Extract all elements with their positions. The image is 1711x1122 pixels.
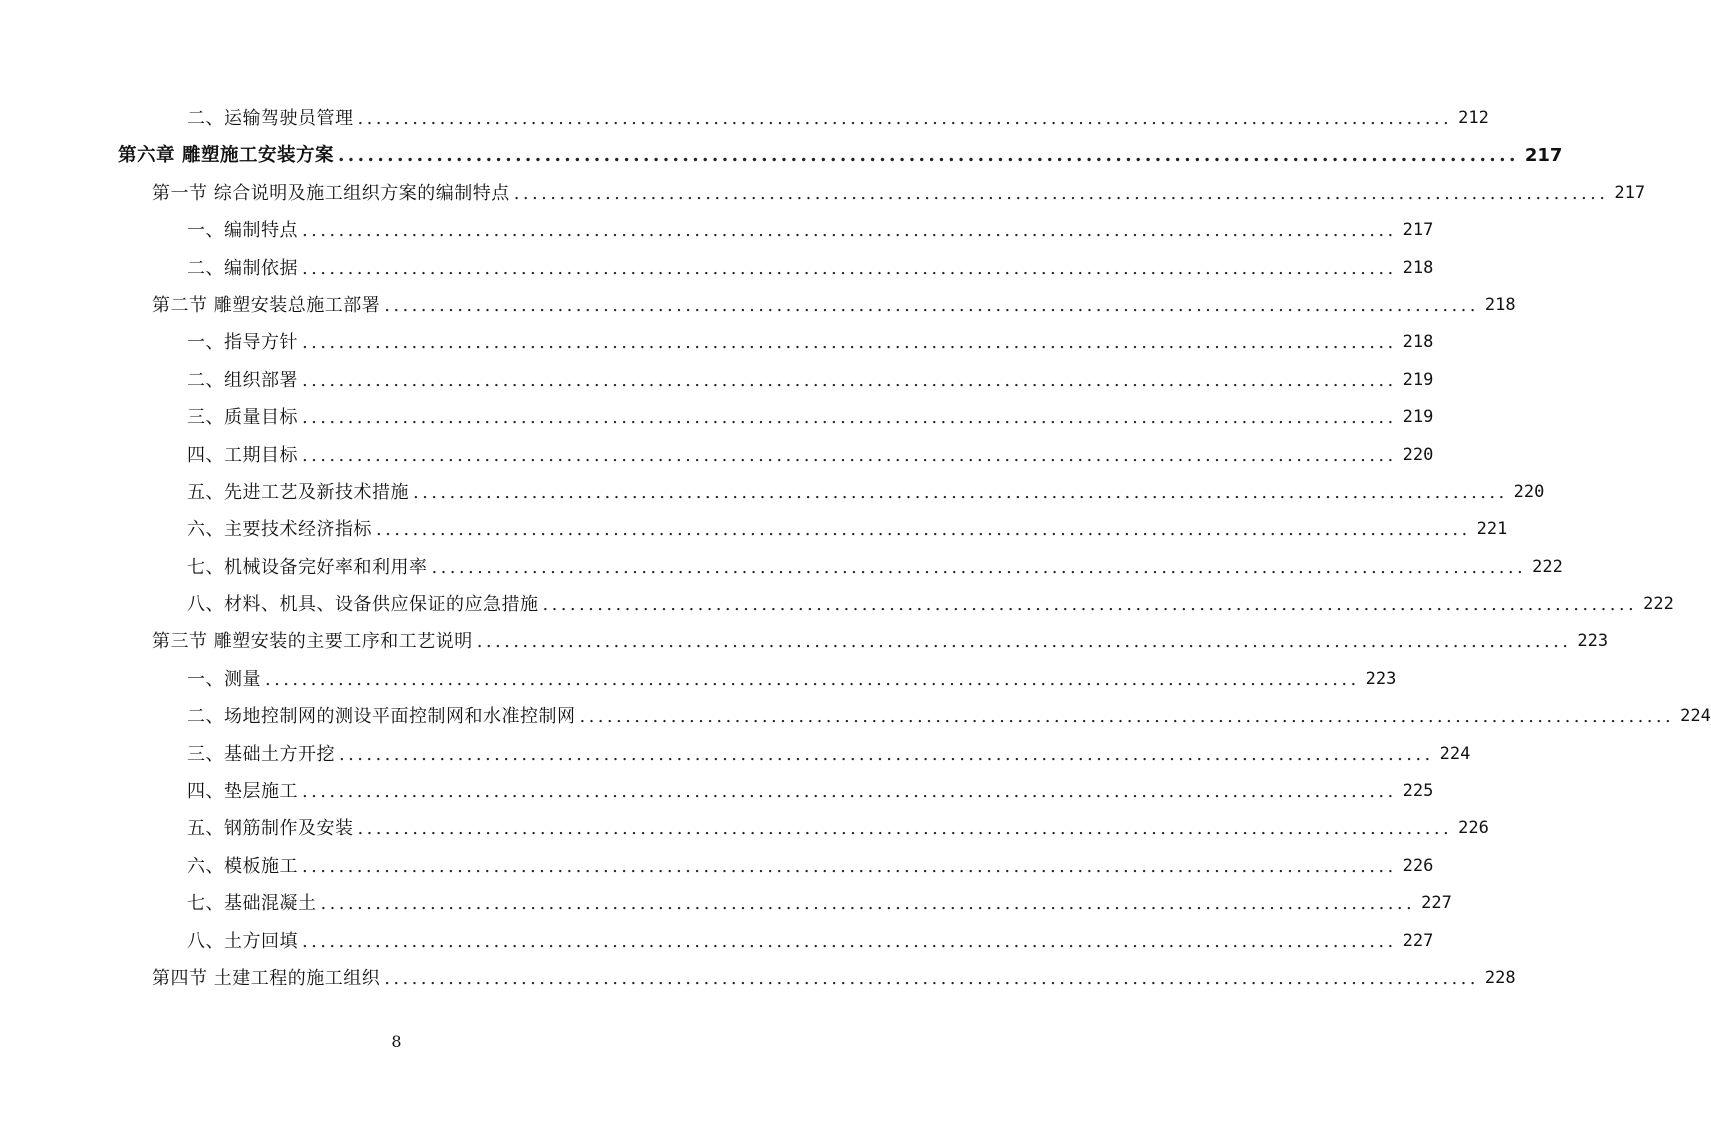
toc-entry-page: 212 <box>1458 108 1489 128</box>
toc-entry-page: 225 <box>1402 781 1434 802</box>
toc-entry-title: 一、指导方针 <box>187 332 298 354</box>
toc-leader-dots: ........................................................................................................................ <box>265 668 1360 690</box>
toc-entry-title: 二、编制依据 <box>187 257 298 279</box>
toc-entry-page: 220 <box>1513 481 1545 502</box>
toc-entry-section[interactable] <box>0 175 1646 212</box>
toc-entry-page: 221 <box>1476 519 1508 540</box>
toc-leader-dots: ........................................................................................................................ <box>476 631 1572 653</box>
toc-leader-dots: ........................................................................................................................ <box>384 967 1479 989</box>
toc-entry-title: 二、组织部署 <box>187 369 298 391</box>
toc-entry-page: 220 <box>1402 444 1434 465</box>
toc-entry-title: 第三节 雕塑安装的主要工序和工艺说明 <box>152 631 473 653</box>
toc-entry-title: 一、测量 <box>187 668 261 690</box>
toc-entry[interactable] <box>0 437 1434 474</box>
toc-entry-title: 第六章 雕塑施工安装方案 <box>118 145 334 167</box>
toc-leader-dots: ........................................................................................................................ <box>302 781 1397 803</box>
toc-entry[interactable] <box>0 848 1434 885</box>
toc-entry-page: 219 <box>1402 369 1434 390</box>
toc-entry-title: 六、模板施工 <box>187 855 298 877</box>
toc-entry[interactable] <box>0 586 1674 623</box>
toc-entry[interactable] <box>0 773 1434 810</box>
toc-leader-dots: ........................................................................................................................ <box>384 294 1479 316</box>
toc-leader-dots: ........................................................................................................................ <box>413 481 1508 503</box>
toc-entry-section[interactable] <box>0 623 1609 660</box>
toc-entry-chapter[interactable] <box>0 137 1563 174</box>
toc-entry[interactable] <box>0 923 1434 960</box>
toc-entry-title: 四、工期目标 <box>187 444 298 466</box>
toc-entry[interactable] <box>0 661 1397 698</box>
toc-entry-page: 224 <box>1680 706 1711 727</box>
toc-entry[interactable] <box>0 362 1434 399</box>
toc-entry-title: 八、材料、机具、设备供应保证的应急措施 <box>187 594 539 616</box>
toc-entry-section[interactable] <box>0 287 1516 324</box>
toc-entry-title: 六、主要技术经济指标 <box>187 519 372 541</box>
toc-entry-page: 223 <box>1577 631 1609 652</box>
toc-entry-title: 三、基础土方开挖 <box>187 743 335 765</box>
toc-entry-title: 八、土方回填 <box>187 930 298 952</box>
toc-leader-dots: ........................................................................................................................ <box>579 706 1675 728</box>
toc-entry-title: 七、基础混凝土 <box>187 893 317 915</box>
toc-entry-title: 二、场地控制网的测设平面控制网和水准控制网 <box>187 706 576 728</box>
page-number: 8 <box>391 1032 402 1051</box>
toc-entry[interactable] <box>0 549 1563 586</box>
toc-entry-page: 217 <box>1524 145 1563 167</box>
toc-entry[interactable] <box>0 250 1434 287</box>
toc-entry-page: 218 <box>1402 257 1434 278</box>
toc-entry-page: 227 <box>1421 893 1452 914</box>
toc-entry[interactable] <box>0 212 1434 249</box>
toc-leader-dots: ........................................................................................................................ <box>542 594 1638 616</box>
toc-entry-title: 第四节 土建工程的施工组织 <box>152 967 381 989</box>
toc-leader-dots: ........................................................................................................................ <box>302 332 1397 354</box>
toc-leader-dots: ........................................................................................................................ <box>337 145 1519 167</box>
toc-entry-page: 228 <box>1484 967 1516 988</box>
toc-leader-dots: ........................................................................................................................ <box>339 743 1434 765</box>
toc-entry-page: 224 <box>1439 743 1471 764</box>
toc-entry-page: 222 <box>1643 594 1674 615</box>
toc-entry[interactable] <box>0 324 1434 361</box>
toc-entry-page: 219 <box>1402 407 1434 428</box>
toc-entry-page: 218 <box>1402 332 1434 353</box>
toc-entry-page: 217 <box>1614 182 1646 203</box>
toc-entry-page: 217 <box>1402 220 1434 241</box>
toc-entry-page: 226 <box>1458 818 1489 839</box>
toc-entry[interactable] <box>0 511 1508 548</box>
toc-entry-page: 226 <box>1402 855 1434 876</box>
toc-entry-title: 四、垫层施工 <box>187 781 298 803</box>
toc-leader-dots: ........................................................................................................................ <box>302 257 1397 279</box>
toc-entry-page: 218 <box>1484 294 1516 315</box>
toc-entry-section[interactable] <box>0 960 1516 997</box>
toc-leader-dots: ........................................................................................................................ <box>376 519 1471 541</box>
toc-leader-dots: ........................................................................................................................ <box>302 444 1397 466</box>
toc-entry[interactable] <box>0 474 1545 511</box>
toc-entry-page: 223 <box>1365 668 1397 689</box>
toc-leader-dots: ........................................................................................................................ <box>302 855 1397 877</box>
toc-entry[interactable] <box>0 885 1452 922</box>
toc-entry[interactable] <box>0 100 1489 137</box>
toc-entry-page: 227 <box>1402 930 1434 951</box>
toc-leader-dots: ........................................................................................................................ <box>431 556 1527 578</box>
toc-entry-page: 222 <box>1532 556 1563 577</box>
toc-leader-dots: ........................................................................................................................ <box>302 407 1397 429</box>
toc-leader-dots: ........................................................................................................................ <box>302 220 1397 242</box>
toc-entry-title: 第二节 雕塑安装总施工部署 <box>152 294 381 316</box>
toc-entry-title: 五、钢筋制作及安装 <box>187 818 354 840</box>
toc-leader-dots: ........................................................................................................................ <box>357 108 1453 129</box>
toc-entry-title: 一、编制特点 <box>187 220 298 242</box>
toc-entry-title: 五、先进工艺及新技术措施 <box>187 481 409 503</box>
toc-leader-dots: ........................................................................................................................ <box>320 893 1416 915</box>
toc-entry[interactable] <box>0 736 1471 773</box>
toc-entry-title: 七、机械设备完好率和利用率 <box>187 556 428 578</box>
toc-entry-title: 二、运输驾驶员管理 <box>187 108 354 129</box>
toc-entry-title: 三、质量目标 <box>187 407 298 429</box>
toc-entry-title: 第一节 综合说明及施工组织方案的编制特点 <box>152 182 510 204</box>
toc-leader-dots: ........................................................................................................................ <box>302 930 1397 952</box>
toc-entry[interactable] <box>0 399 1434 436</box>
toc-leader-dots: ........................................................................................................................ <box>302 369 1397 391</box>
table-of-contents <box>0 100 1711 997</box>
toc-leader-dots: ........................................................................................................................ <box>513 182 1609 204</box>
toc-leader-dots: ........................................................................................................................ <box>357 818 1453 840</box>
toc-entry[interactable] <box>0 698 1711 735</box>
toc-entry[interactable] <box>0 810 1489 847</box>
